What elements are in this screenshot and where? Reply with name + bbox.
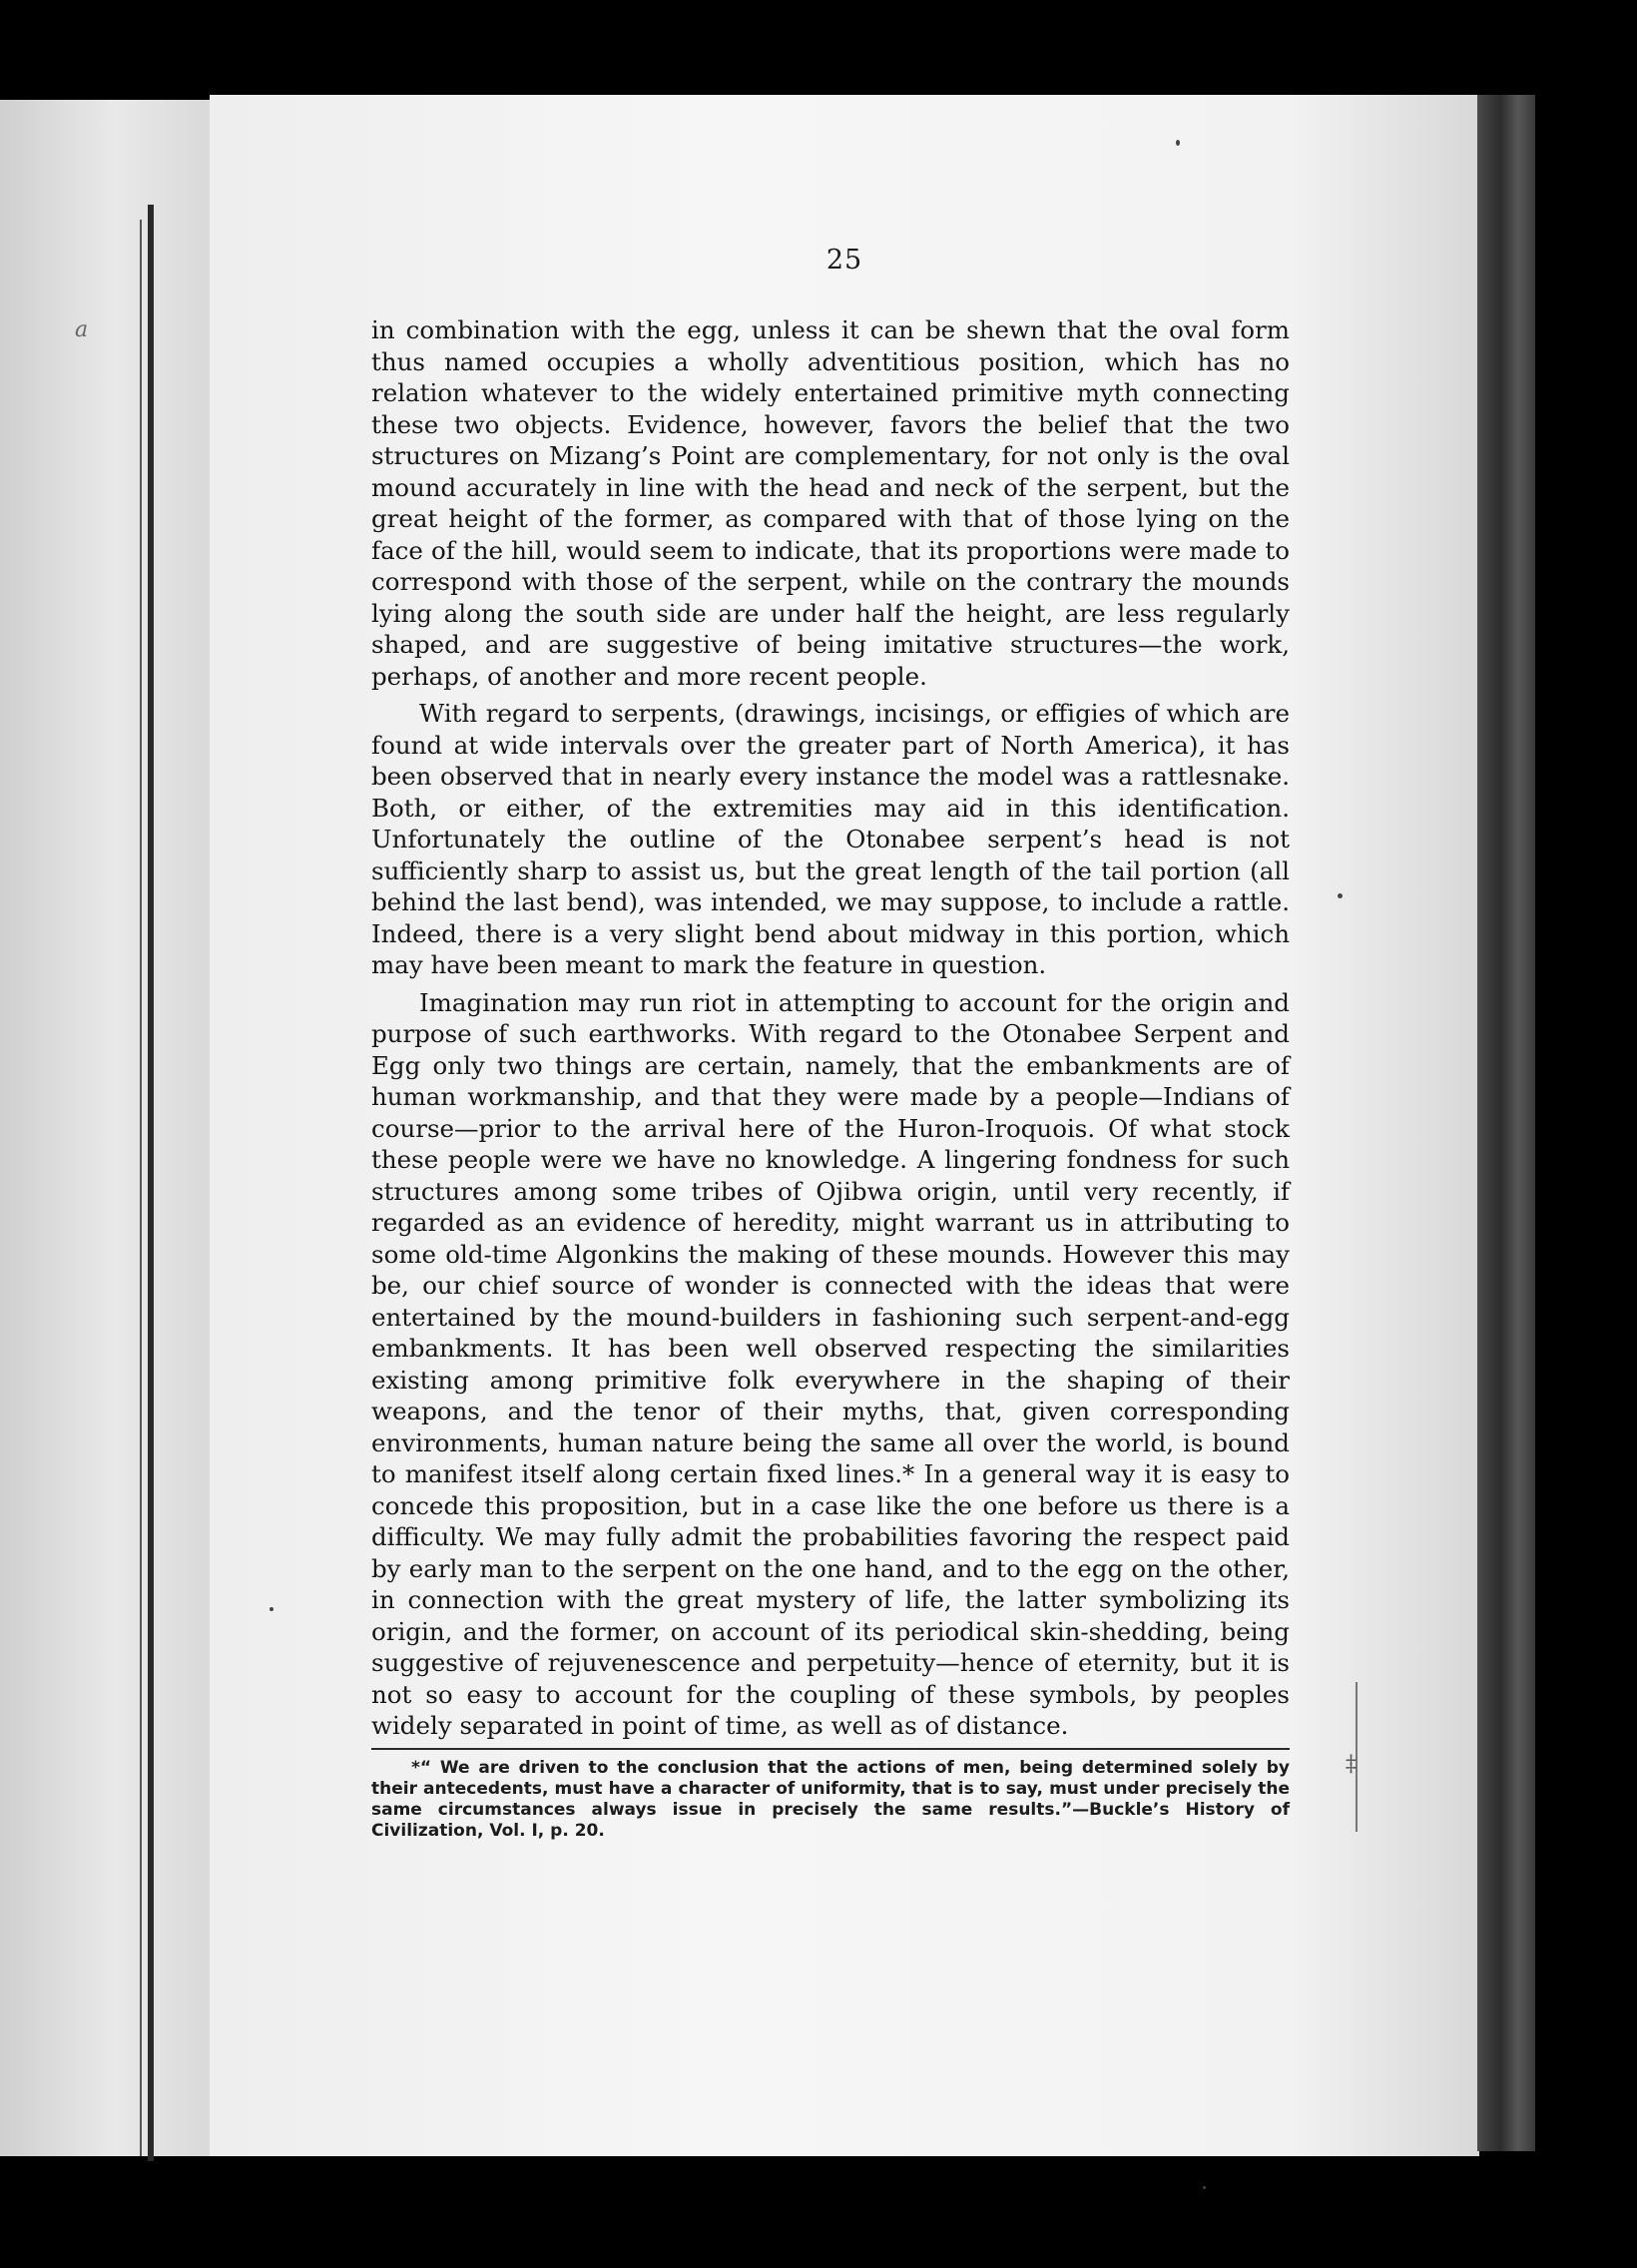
footnote: *“ We are driven to the conclusion that the actions of men, being determined solely by their antecedents, must have a character of uniformity, that is to say, must under precisely the same circumstances always issue in precisely the same results.”—Buckle’s History of Civilization, Vol. I, p. 20. xyxy=(371,1757,1290,1841)
paragraph-3: Imagination may run riot in attempting to account for the origin and purpose of such earthworks. With regard to the Otonabee Serpent and Egg only two things are certain, namely, that the embankments are of human workmanship, and that they were made by a people—Indians of course—prior to the arrival here of the Huron-Iroquois. Of what stock these people were we have no knowledge. A lingering fondness for such structures among some tribes of Ojibwa origin, until very recently, if regarded as an evidence of heredity, might warrant us in attributing to some old-time Algonkins the making of these mounds. However this may be, our chief source of wonder is connected with the ideas that were entertained by the mound-builders in fashioning such serpent-and-egg embankments. It has been well observed respecting the similarities existing among primitive folk everywhere in the shaping of their weapons, and the tenor of their myths, that, given corresponding environments, human nature being the same all over the world, is bound to manifest itself along certain fixed lines.* In a general way it is easy to concede this proposition, but in a case like the one before us there is a difficulty. We may fully admit the probabilities favoring the respect paid by early man to the serpent on the one hand, and to the egg on the other, in connection with the great mystery of life, the latter symbolizing its origin, and the former, on account of its periodical skin-shedding, being suggestive of rejuvenescence and perpetuity—hence of eternity, but it is not so easy to account for the coupling of these symbols, by peoples widely separated in point of time, as well as of distance. xyxy=(371,987,1290,1740)
margin-scribble: a xyxy=(75,317,89,342)
facing-page-edge xyxy=(0,100,210,2156)
binding-line-thin xyxy=(140,220,142,2156)
footnote-rule xyxy=(371,1748,1290,1750)
binding-line xyxy=(148,205,154,2161)
margin-pencil-mark: ‡ xyxy=(1346,1752,1357,1777)
page-number: 25 xyxy=(825,245,863,276)
book-fore-edge xyxy=(1477,95,1535,2151)
paragraph-1: in combination with the egg, unless it can be shewn that the oval form thus named occupies a wholly adventitious position, which has no relation whatever to the widely entertained primitive myth connecting these two objects. Evidence, however, favors the belief that the two structures on Mizang’s Point are complementary, for not only is the oval mound accurately in line with the head and neck of the serpent, but the great height of the former, as compared with that of those lying on the face of the hill, would seem to indicate, that its proportions were made to correspond with those of the serpent, while on the contrary the mounds lying along the south side are under half the height, are less regularly shaped, and are suggestive of being imitative structures—the work, perhaps, of another and more recent people. xyxy=(371,315,1290,691)
paragraph-2: With regard to serpents, (drawings, incisings, or effigies of which are found at wide intervals over the greater part of North America), it has been observed that in nearly every instance the model was a rattlesnake. Both, or either, of the extremities may aid in this identification. Unfortunately the outline of the Otonabee serpent’s head is not sufficiently sharp to assist us, but the great length of the tail portion (all behind the last bend), was intended, we may suppose, to include a rattle. Indeed, there is a very slight bend about midway in this portion, which may have been meant to mark the feature in question. xyxy=(371,699,1290,979)
body-text xyxy=(371,314,1290,1842)
scanned-page xyxy=(210,95,1479,2156)
